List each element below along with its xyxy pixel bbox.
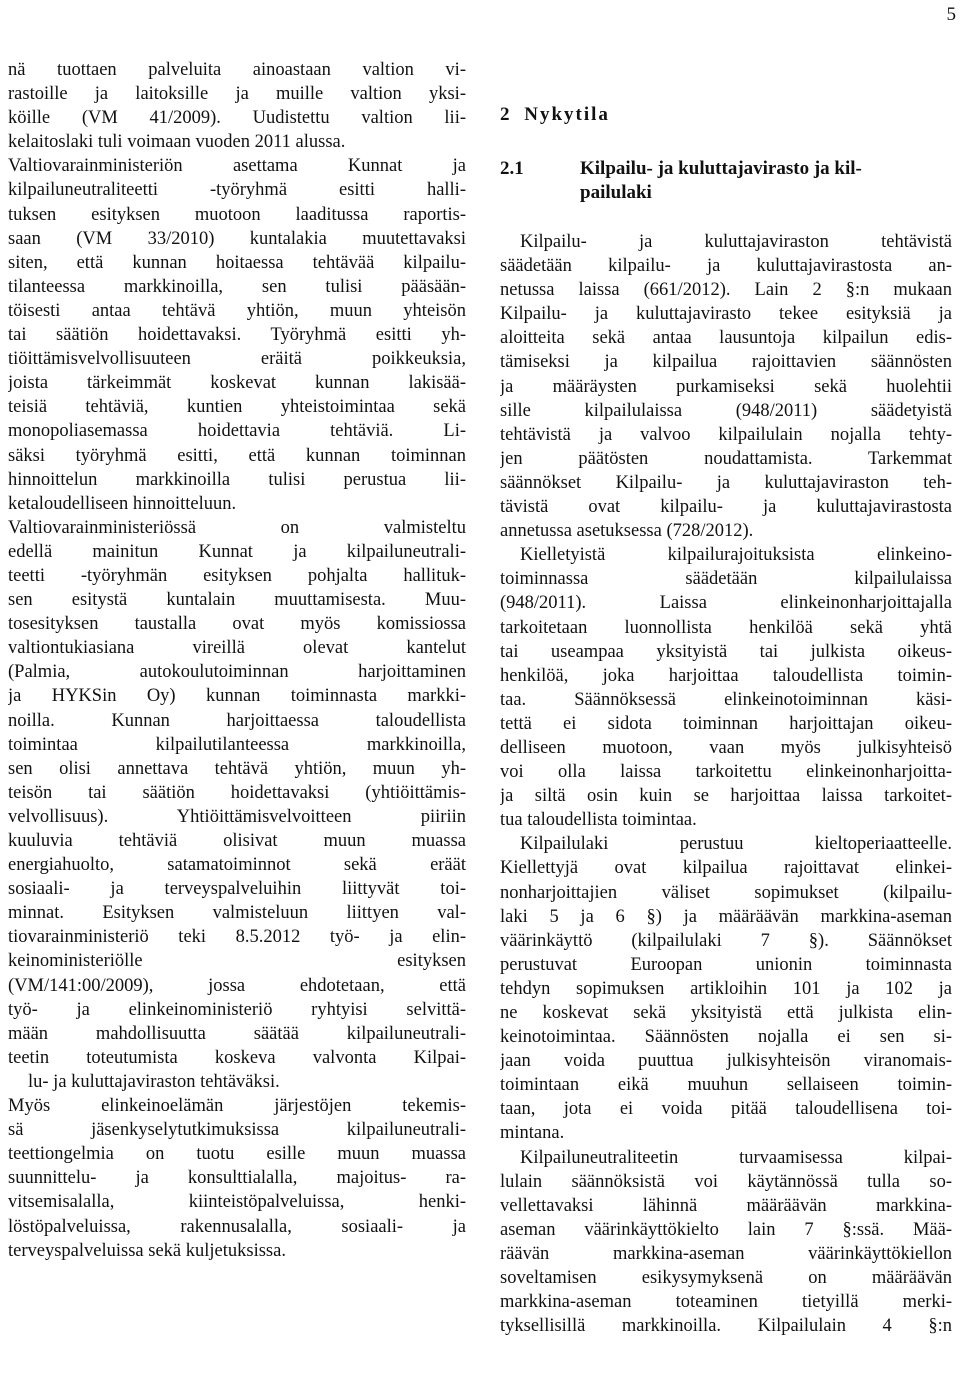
text-line: edellä mainitun Kunnat ja kilpailuneutrali- (8, 541, 466, 562)
text-line: saan (VM 33/2010) kuntalakia muutettavaksi (8, 228, 466, 249)
text-line: monopoliasemassa hoidettavia tehtäviä. Li- (8, 421, 466, 442)
text-line: rastoille ja laitoksille ja muille valtion yksi- (8, 84, 466, 105)
text-line: aloitteita sekä antaa lausuntoja kilpailun edis- (500, 328, 952, 349)
text-line: kilpailuneutraliteetti -työryhmä esitti halli- (8, 180, 466, 201)
section-title: Nykytila (524, 104, 610, 125)
text-line: joista tärkeimmät koskevat kunnan lakisää- (8, 373, 466, 394)
text-line: tilanteessa markkinoilla, sen tulisi pääsään- (8, 276, 466, 297)
text-line: tehdyn sopimuksen artikloihin 101 ja 102 ja (500, 978, 952, 999)
text-line: (VM/141:00/2009), jossa ehdotetaan, että (8, 975, 466, 996)
text-line: köille (VM 41/2009). Uudistettu valtion lii- (8, 108, 466, 129)
text-line: tua taloudellista toimintaa. (500, 810, 697, 831)
text-line: tarkoitetaan luonnollista henkilöä sekä yhtä (500, 617, 952, 638)
text-line: teetin toteutumista koskeva valvonta Kilpai- (8, 1047, 466, 1068)
text-line: voi olla laissa tarkoitettu elinkeinonharjoitta- (500, 762, 952, 783)
text-line: Kielletyistä kilpailurajoituksista elinkeino- (520, 545, 952, 566)
text-line: mintana. (500, 1123, 565, 1144)
text-line: ne koskevat sekä yksityistä että julkista elin- (500, 1003, 952, 1023)
text-line: hinnoittelun markkinoilla tulisi perustua lii- (8, 469, 466, 490)
section-heading (500, 104, 610, 126)
text-line: tävistä ovat kilpailu- ja kuluttajavirastosta (500, 497, 952, 518)
text-line: tyksellisillä markkinoilla. Kilpailulain 4 §:n (500, 1316, 952, 1337)
text-line: toiminnassa säädetään kilpailulaissa (500, 569, 952, 590)
text-line: markkina-aseman toteaminen tietyillä merki- (500, 1292, 952, 1313)
text-line: aseman väärinkäyttökielto lain 7 §:ssä. Mää- (500, 1219, 952, 1240)
text-line: säksi työryhmä esitti, että kunnan toiminnan (8, 445, 466, 466)
text-line: tosesityksen taustalla ovat myös komissiossa (8, 614, 466, 635)
text-line: Kiellettyjä ovat kilpailua rajoittavat elinkei- (500, 858, 952, 879)
text-line: lu- ja kuluttajaviraston tehtäväksi. (28, 1071, 280, 1092)
text-line: väärinkäyttö (kilpailulaki 7 §). Säännökset (500, 930, 952, 951)
text-line: työ- ja elinkeinoministeriö ryhtyisi selvittä- (8, 999, 466, 1020)
text-line: ja määräysten purkamiseksi sekä huolehtii (500, 376, 952, 397)
text-line: noilla. Kunnan harjoittaessa taloudellista (8, 710, 466, 731)
text-line: keinoministeriölle esityksen (8, 951, 466, 972)
text-line: jen päätösten noudattamista. Tarkemmat (500, 448, 952, 469)
text-line: Kilpailu- ja kuluttajaviraston tehtävistä (520, 232, 952, 252)
text-line: kelaitoslaki tuli voimaan vuoden 2011 alussa. (8, 132, 346, 153)
text-line: sen esitystä kuntalain muuttamisesta. Muu- (8, 590, 466, 611)
text-line: toimintaa kilpailutilanteessa markkinoilla, (8, 734, 466, 755)
section-number: 2 (500, 104, 510, 125)
text-line: ja siltä osin kuin se harjoittaa laissa tarkoitet- (500, 786, 952, 807)
text-line: energiahuolto, satamatoiminnot sekä eräät (8, 855, 466, 876)
text-line: tiöittämisvelvollisuuteen eräitä poikkeuksia, (8, 349, 466, 370)
text-line: nä tuottaen palveluita ainoastaan valtion vi- (8, 60, 466, 80)
text-line: Kilpailuneutraliteetin turvaamisessa kilpai- (520, 1147, 952, 1168)
text-line: teettiongelmia on tuotu esille muun muassa (8, 1144, 466, 1165)
text-line: taan, jota ei voida pitää taloudellisena toi- (500, 1099, 952, 1120)
text-line: henkilöä, joka harjoittaa taloudellista toimin- (500, 665, 952, 686)
text-line: teisön tai säätiön hoidettavaksi (yhtiöittämis- (8, 782, 466, 803)
text-line: kuuluvia tehtäviä olisivat muun muassa (8, 831, 466, 851)
left-column (8, 58, 466, 1263)
text-line: vitsemisalalla, kiinteistöpalveluissa, henki- (8, 1192, 466, 1213)
text-line: netussa laissa (661/2012). Lain 2 §:n mukaan (500, 280, 952, 301)
text-line: velvollisuus). Yhtiöittämisvelvoitteen piiriin (8, 806, 466, 827)
text-line: Valtiovarainministeriön asettama Kunnat ja (8, 156, 466, 177)
text-line: sen olisi annettava tehtävä yhtiön, muun yh- (8, 758, 466, 779)
text-line: lulain säännöksistä voi käytännössä tulla so- (500, 1171, 952, 1192)
text-line: löstöpalveluissa, rakennusalalla, sosiaali- ja (8, 1216, 466, 1237)
text-line: (Palmia, autokoulutoiminnan harjoittaminen (8, 662, 466, 683)
text-line: keinotoimintaa. Säännösten nojalla ei sen si- (500, 1027, 952, 1048)
text-line: (948/2011). Laissa elinkeinonharjoittajalla (500, 593, 952, 614)
text-line: minnat. Esityksen valmisteluun liittyen val- (8, 903, 466, 924)
text-line: säädetään kilpailu- ja kuluttajavirastosta an- (500, 256, 952, 277)
text-line: laki 5 ja 6 §) ja määräävän markkina-aseman (500, 906, 952, 927)
text-line: terveyspalveluissa sekä kuljetuksissa. (8, 1240, 286, 1261)
text-line: vellettavaksi lähinnä määräävän markkina- (500, 1195, 952, 1216)
text-line: tuksen esityksen muotoon laaditussa raportis- (8, 204, 466, 225)
text-line: Kilpailu- ja kuluttajavirasto tekee esityksiä ja (500, 304, 952, 325)
text-line: Valtiovarainministeriössä on valmisteltu (8, 517, 466, 538)
text-line: siten, että kunnan hoitaessa tehtävää kilpailu- (8, 252, 466, 273)
text-line: tai säätiön hoidettavaksi. Työryhmä esitti yh- (8, 325, 466, 346)
text-line: tai useampaa yksityistä tai julkista oikeus- (500, 641, 952, 662)
text-line: tettä ei sidota toiminnan harjoittajan oikeu- (500, 713, 952, 734)
text-line: perustuvat Euroopan unionin toiminnasta (500, 954, 952, 975)
subsection-title-line1: Kilpailu- ja kuluttajavirasto ja kil- (580, 158, 862, 179)
text-line: Kilpailulaki perustuu kieltoperiaatteelle. (520, 834, 952, 855)
text-line: valtiontukiasiana vireillä olevat kantelut (8, 638, 466, 659)
text-line: sosiaali- ja terveyspalveluihin liittyvät toi- (8, 879, 466, 900)
text-line: suunnittelu- ja konsulttialalla, majoitus- ra- (8, 1168, 466, 1189)
right-column (500, 230, 952, 1338)
text-line: teisiä tehtäviä, kuntien yhteistoimintaa sekä (8, 397, 466, 418)
text-line: toimintaan eikä muuhun sellaiseen toimin- (500, 1075, 952, 1096)
text-line: teetti -työryhmän esityksen pohjalta hallituk- (8, 565, 466, 586)
text-line: delliseen muotoon, vaan myös julkisyhteisö (500, 737, 952, 758)
text-line: säännökset Kilpailu- ja kuluttajaviraston teh- (500, 472, 952, 493)
subsection-number: 2.1 (500, 158, 524, 179)
text-line: räävän markkina-aseman väärinkäyttökiellon (500, 1243, 952, 1264)
subsection-heading (500, 157, 862, 205)
text-line: taa. Säännöksessä elinkeinotoiminnan käsi- (500, 689, 952, 710)
text-line: Myös elinkeinoelämän järjestöjen tekemis- (8, 1096, 466, 1117)
text-line: nonharjoittajien väliset sopimukset (kilpailu- (500, 882, 952, 903)
text-line: ja HYKSin Oy) kunnan toiminnasta markki- (8, 686, 466, 707)
text-line: annetussa asetuksessa (728/2012). (500, 521, 754, 542)
text-line: sä jäsenkyselytutkimuksissa kilpailuneutrali- (8, 1120, 466, 1141)
text-line: tämiseksi ja kilpailua rajoittavien säännösten (500, 352, 952, 373)
page-number: 5 (946, 4, 956, 25)
text-line: ketaloudelliseen hinnoitteluun. (8, 493, 237, 514)
text-line: soveltamisen esikysymyksenä on määräävän (500, 1268, 952, 1289)
text-line: sille kilpailulaissa (948/2011) säädetyistä (500, 400, 952, 421)
text-line: töisesti antaa tehtävä yhtiön, muun yhteisön (8, 300, 466, 321)
text-line: mään mahdollisuutta säätää kilpailuneutrali- (8, 1023, 466, 1044)
text-line: tehtävistä ja valvoo kilpailulain nojalla tehty- (500, 424, 952, 445)
text-line: tiovarainministeriö teki 8.5.2012 työ- ja elin- (8, 927, 466, 948)
subsection-title-line2: pailulaki (580, 182, 652, 203)
text-line: jaan voida puuttua julkisyhteisön viranomais- (500, 1051, 952, 1072)
